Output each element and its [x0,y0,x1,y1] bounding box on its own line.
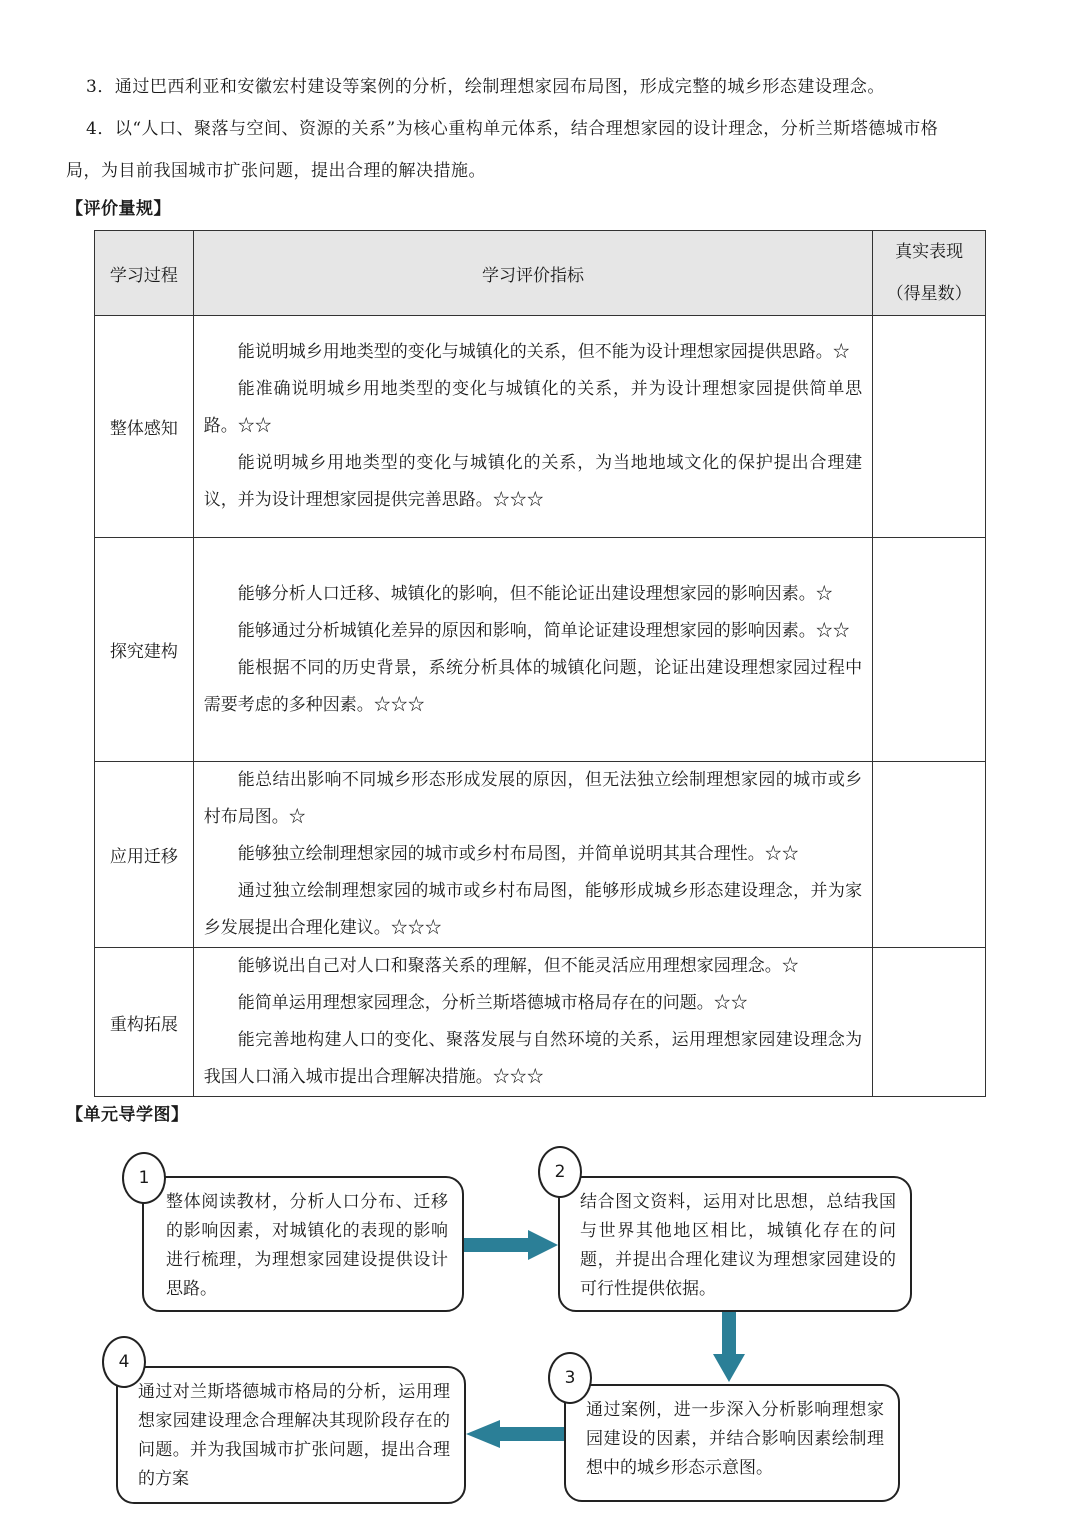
flow-section-title: 【单元导学图】 [66,1105,189,1125]
arrow-down-icon [713,1312,745,1382]
flow-step-1-box: 整体阅读教材，分析人口分布、迁移的影响因素，对城镇化的表现的影响进行梳理，为理想家园建设提供设计思路。 [142,1176,464,1312]
stage-cell: 重构拓展 [95,948,194,1097]
intro-item-4-line-1: 4．以“人口、聚落与空间、资源的关系”为核心重构单元体系，结合理想家园的设计理念，分析兰斯塔德城市格 [86,119,939,139]
criteria-level-2: 能简单运用理想家园理念，分析兰斯塔德城市格局存在的问题。☆☆ [237,993,748,1013]
criteria-level-3: 通过独立绘制理想家园的城市或乡村布局图，能够形成城乡形态建设理念，并为家乡发展提出合理化建议。☆☆☆ [203,881,863,938]
intro-item-3: 3．通过巴西利亚和安徽宏村建设等案例的分析，绘制理想家园布局图，形成完整的城乡形态建设理念。 [86,77,885,97]
rubric-section-title: 【评价量规】 [66,199,171,219]
flow-step-3-number: 3 [548,1352,592,1404]
arrow-left-icon [466,1420,566,1448]
flow-step-3-box: 通过案例，进一步深入分析影响理想家园建设的因素，并结合影响因素绘制理想中的城乡形态示意图。 [564,1384,900,1502]
stage-cell: 探究建构 [95,538,194,762]
criteria-level-1: 能总结出影响不同城乡形态形成发展的原因，但无法独立绘制理想家园的城市或乡村布局图。☆ [203,770,863,827]
flow-step-4-box: 通过对兰斯塔德城市格局的分析，运用理想家园建设理念合理解决其现阶段存在的问题。并为我国城市扩张问题，提出合理的方案 [116,1366,466,1504]
stage-cell: 应用迁移 [95,762,194,948]
criteria-level-2: 能够独立绘制理想家园的城市或乡村布局图，并简单说明其其合理性。☆☆ [237,844,799,864]
criteria-level-3: 能根据不同的历史背景，系统分析具体的城镇化问题，论证出建设理想家园过程中需要考虑的多种因素。☆☆☆ [203,657,863,715]
criteria-level-2: 能够通过分析城镇化差异的原因和影响，简单论证建设理想家园的影响因素。☆☆ [237,620,850,641]
criteria-level-1: 能够分析人口迁移、城镇化的影响，但不能论证出建设理想家园的影响因素。☆ [237,583,833,604]
intro-item-4-line-2: 局，为目前我国城市扩张问题，提出合理的解决措施。 [66,161,486,181]
criteria-level-3: 能说明城乡用地类型的变化与城镇化的关系，为当地地域文化的保护提出合理建议，并为设计理想家园提供完善思路。☆☆☆ [203,453,863,510]
header-score-line-2: （得星数） [886,284,972,304]
flow-step-2-box: 结合图文资料，运用对比思想，总结我国与世界其他地区相比，城镇化存在的问题，并提出合理化建议为理想家园建设的可行性提供依据。 [558,1176,912,1312]
flow-step-2-number: 2 [538,1146,582,1198]
flow-step-4-number: 4 [102,1336,146,1388]
criteria-level-3: 能完善地构建人口的变化、聚落发展与自然环境的关系，运用理想家园建设理念为我国人口涌入城市提出合理解决措施。☆☆☆ [203,1030,863,1087]
header-criteria: 学习评价指标 [193,231,872,316]
arrow-right-icon [464,1230,558,1260]
stage-cell: 整体感知 [95,316,194,538]
flow-step-1-number: 1 [122,1152,166,1204]
criteria-level-1: 能够说出自己对人口和聚落关系的理解，但不能灵活应用理想家园理念。☆ [237,956,799,976]
header-score-line-1: 真实表现 [895,242,964,262]
criteria-level-1: 能说明城乡用地类型的变化与城镇化的关系，但不能为设计理想家园提供思路。☆ [237,342,850,362]
criteria-level-2: 能准确说明城乡用地类型的变化与城镇化的关系，并为设计理想家园提供简单思路。☆☆ [203,379,863,436]
header-process: 学习过程 [95,231,194,316]
